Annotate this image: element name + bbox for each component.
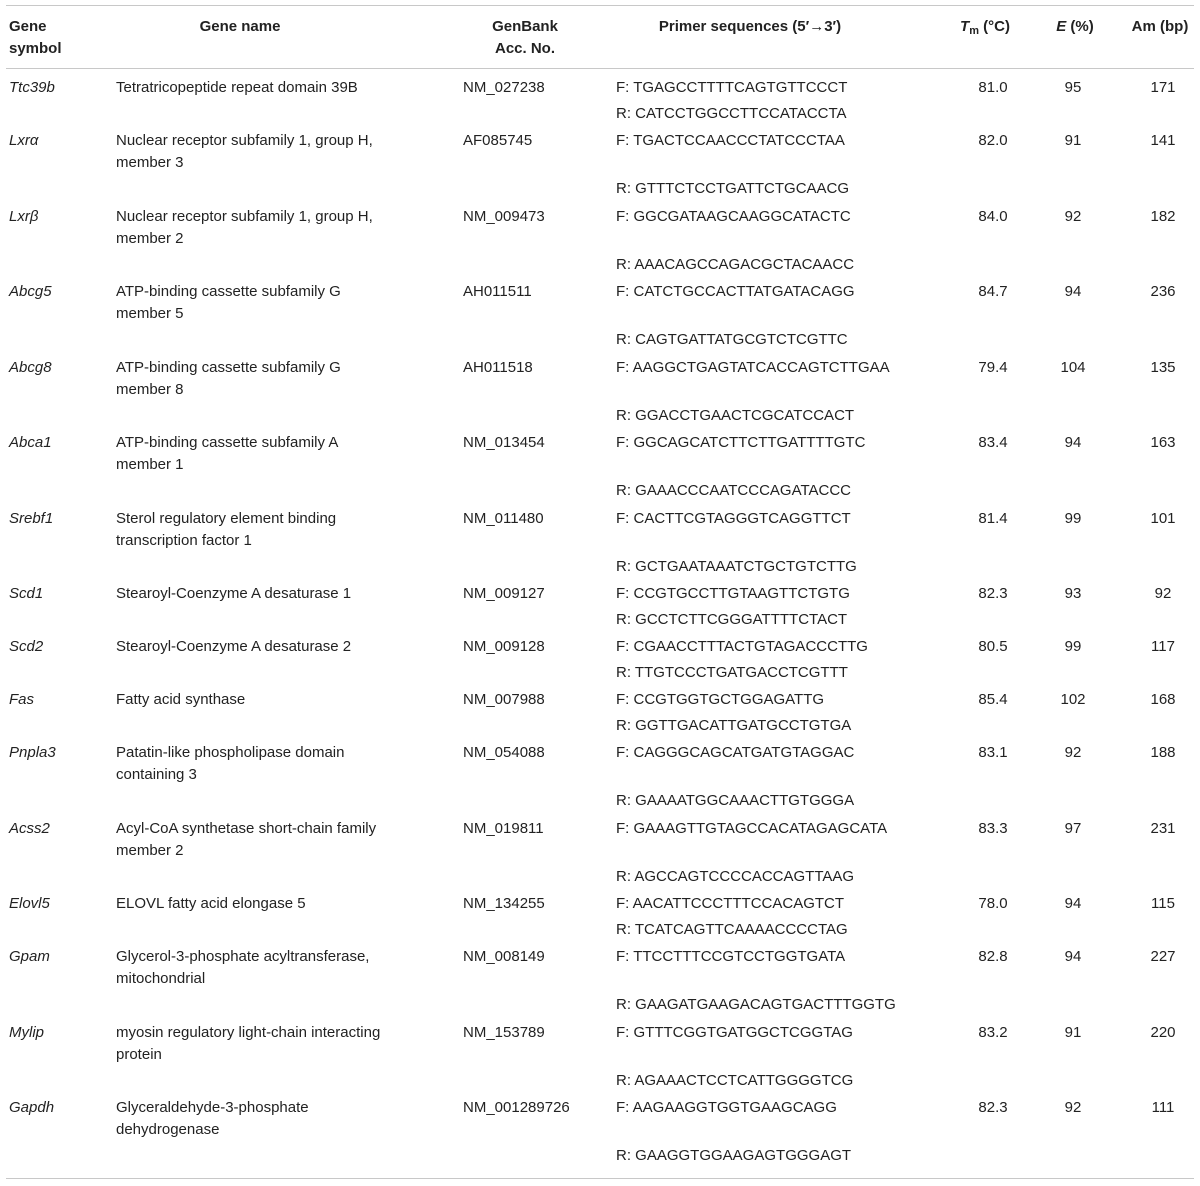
genbank-accession: NM_013454 <box>463 434 545 451</box>
gene-symbol: Srebf1 <box>9 509 54 527</box>
genbank-accession: AF085745 <box>463 132 533 149</box>
reverse-primer: R: AGAAACTCCTCATTGGGGTCG <box>616 1071 854 1089</box>
genbank-accession: NM_134255 <box>463 895 545 912</box>
melting-temperature: 79.4 <box>978 358 1008 376</box>
header-e-unit: (%) <box>1066 18 1094 35</box>
reverse-primer: R: GTTTCTCCTGATTCTGCAACG <box>616 180 850 197</box>
forward-primer: F: CGAACCTTTACTGTAGACCCTTG <box>616 638 868 655</box>
melting-temperature: 83.1 <box>978 744 1008 761</box>
gene-symbol: Elovl5 <box>9 895 50 912</box>
forward-primer: F: GAAAGTTGTAGCCACATAGAGCATA <box>616 819 888 837</box>
gene-symbol: Scd1 <box>9 585 44 602</box>
melting-temperature: 83.4 <box>978 434 1008 451</box>
reverse-primer: R: AAACAGCCAGACGCTACAACC <box>616 255 855 273</box>
efficiency: 94 <box>1064 434 1082 451</box>
gene-symbol: Abcg5 <box>9 283 52 300</box>
efficiency: 102 <box>1060 691 1086 708</box>
genbank-accession: NM_001289726 <box>463 1099 570 1116</box>
efficiency: 91 <box>1064 132 1082 149</box>
genbank-accession: NM_153789 <box>463 1023 545 1041</box>
forward-primer: F: GGCGATAAGCAAGGCATACTC <box>616 207 851 225</box>
gene-name-line: member 5 <box>116 305 184 322</box>
reverse-primer: R: GCCTCTTCGGGATTTTCTACT <box>616 611 848 628</box>
header-tm-unit: (°C) <box>978 18 1010 35</box>
amplicon-size: 236 <box>1150 283 1176 300</box>
gene-name-line: ATP-binding cassette subfamily A <box>116 434 339 451</box>
reverse-primer: R: GCTGAATAAATCTGCTGTCTTG <box>616 557 857 575</box>
gene-name-line: Stearoyl-Coenzyme A desaturase 2 <box>116 638 352 655</box>
header-e-symbol: E <box>1056 18 1067 35</box>
gene-name-line: Tetratricopeptide repeat domain 39B <box>116 79 358 96</box>
gene-name-line: Nuclear receptor subfamily 1, group H, <box>116 132 373 149</box>
melting-temperature: 80.5 <box>978 638 1008 655</box>
forward-primer: F: GGCAGCATCTTCTTGATTTTGTC <box>616 434 866 451</box>
efficiency: 94 <box>1064 283 1082 300</box>
amplicon-size: 135 <box>1150 358 1176 376</box>
melting-temperature: 82.3 <box>978 1099 1008 1116</box>
header-genbank-line1: GenBank <box>492 18 558 35</box>
genbank-accession: NM_019811 <box>463 819 544 837</box>
gene-symbol: Gapdh <box>9 1099 55 1116</box>
melting-temperature: 82.0 <box>978 132 1008 149</box>
gene-symbol: Lxrβ <box>9 207 39 225</box>
gene-name-line: transcription factor 1 <box>116 531 252 549</box>
efficiency: 104 <box>1060 358 1086 376</box>
gene-name-line: ATP-binding cassette subfamily G <box>116 358 341 376</box>
gene-name-line: Glycerol-3-phosphate acyltransferase, <box>116 948 370 965</box>
gene-name-line: protein <box>116 1045 162 1063</box>
amplicon-size: 220 <box>1150 1023 1176 1041</box>
amplicon-size: 92 <box>1154 585 1172 602</box>
gene-name-line: Patatin-like phospholipase domain <box>116 744 345 761</box>
genbank-accession: NM_008149 <box>463 948 545 965</box>
forward-primer: F: CAGGGCAGCATGATGTAGGAC <box>616 744 855 761</box>
efficiency: 99 <box>1064 509 1082 527</box>
gene-symbol: Gpam <box>9 948 50 965</box>
melting-temperature: 83.3 <box>978 819 1008 837</box>
gene-name-line: Glyceraldehyde-3-phosphate <box>116 1099 309 1116</box>
gene-name-line: ATP-binding cassette subfamily G <box>116 283 341 300</box>
amplicon-size: 188 <box>1150 744 1176 761</box>
genbank-accession: NM_007988 <box>463 691 545 708</box>
efficiency: 92 <box>1064 744 1082 761</box>
forward-primer: F: CATCTGCCACTTATGATACAGG <box>616 283 855 300</box>
reverse-primer: R: TCATCAGTTCAAAACCCCTAG <box>616 921 848 938</box>
forward-primer: F: AAGAAGGTGGTGAAGCAGG <box>616 1099 837 1116</box>
gene-name-line: member 1 <box>116 456 184 473</box>
gene-name-line: containing 3 <box>116 766 197 783</box>
amplicon-size: 101 <box>1150 509 1176 527</box>
genbank-accession: AH011511 <box>463 283 532 300</box>
amplicon-size: 115 <box>1151 895 1175 912</box>
amplicon-size: 171 <box>1150 79 1176 96</box>
forward-primer: F: TGAGCCTTTTCAGTGTTCCCT <box>616 79 848 96</box>
amplicon-size: 168 <box>1150 691 1176 708</box>
genbank-accession: NM_009127 <box>463 585 545 602</box>
header-gene-symbol-line2: symbol <box>9 40 62 57</box>
header-genbank <box>455 16 595 60</box>
header-amplicon: Am (bp) <box>1131 18 1189 35</box>
gene-symbol: Pnpla3 <box>9 744 56 761</box>
gene-name-line: mitochondrial <box>116 970 206 987</box>
header-tm-subscript: m <box>969 25 979 37</box>
genbank-accession: NM_011480 <box>463 509 544 527</box>
forward-primer: F: CCGTGCCTTGTAAGTTCTGTG <box>616 585 850 602</box>
gene-symbol: Acss2 <box>9 819 50 837</box>
reverse-primer: R: GAAAATGGCAAACTTGTGGGA <box>616 792 855 809</box>
amplicon-size: 182 <box>1150 207 1176 225</box>
melting-temperature: 81.4 <box>978 509 1008 527</box>
melting-temperature: 83.2 <box>978 1023 1008 1041</box>
efficiency: 91 <box>1064 1023 1082 1041</box>
amplicon-size: 227 <box>1150 948 1176 965</box>
gene-name-line: ELOVL fatty acid elongase 5 <box>116 895 306 912</box>
amplicon-size: 141 <box>1150 132 1176 149</box>
gene-name-line: member 8 <box>116 380 184 398</box>
melting-temperature: 81.0 <box>978 79 1008 96</box>
forward-primer: F: AACATTCCCTTTCCACAGTCT <box>616 895 845 912</box>
gene-symbol: Abcg8 <box>9 358 52 376</box>
reverse-primer: R: GGTTGACATTGATGCCTGTGA <box>616 717 852 734</box>
efficiency: 93 <box>1064 585 1082 602</box>
amplicon-size: 117 <box>1151 638 1175 655</box>
header-gene-name: Gene name <box>199 18 281 35</box>
amplicon-size: 163 <box>1150 434 1176 451</box>
genbank-accession: NM_009128 <box>463 638 545 655</box>
forward-primer: F: CCGTGGTGCTGGAGATTG <box>616 691 825 708</box>
efficiency: 95 <box>1064 79 1082 96</box>
reverse-primer: R: GGACCTGAACTCGCATCCACT <box>616 406 855 424</box>
gene-name-line: Sterol regulatory element binding <box>116 509 337 527</box>
gene-symbol: Lxrα <box>9 132 39 149</box>
melting-temperature: 84.0 <box>978 207 1008 225</box>
gene-symbol: Ttc39b <box>9 79 55 96</box>
gene-name-line: dehydrogenase <box>116 1121 220 1138</box>
forward-primer: F: GTTTCGGTGATGGCTCGGTAG <box>616 1023 853 1041</box>
gene-name-line: Acyl-CoA synthetase short-chain family <box>116 819 377 837</box>
melting-temperature: 82.3 <box>978 585 1008 602</box>
header-gene-symbol <box>9 16 62 60</box>
forward-primer: F: AAGGCTGAGTATCACCAGTCTTGAA <box>616 358 890 376</box>
table-bottom-rule <box>6 1178 1194 1179</box>
reverse-primer: R: GAAGATGAAGACAGTGACTTTGGTG <box>616 996 896 1013</box>
efficiency: 94 <box>1064 948 1082 965</box>
melting-temperature: 78.0 <box>978 895 1008 912</box>
gene-name-line: Stearoyl-Coenzyme A desaturase 1 <box>116 585 352 602</box>
header-gene-symbol-line1: Gene <box>9 18 47 35</box>
forward-primer: F: TGACTCCAACCCTATCCCTAA <box>616 132 845 149</box>
gene-symbol: Fas <box>9 691 35 708</box>
efficiency: 99 <box>1064 638 1082 655</box>
gene-name-line: member 3 <box>116 154 184 171</box>
reverse-primer: R: CAGTGATTATGCGTCTCGTTC <box>616 331 848 348</box>
gene-name-line: member 2 <box>116 841 184 859</box>
genbank-accession: NM_054088 <box>463 744 545 761</box>
efficiency: 97 <box>1064 819 1082 837</box>
reverse-primer: R: GAAACCCAATCCCAGATACCC <box>616 482 852 499</box>
melting-temperature: 84.7 <box>978 283 1008 300</box>
amplicon-size: 111 <box>1151 1099 1175 1116</box>
genbank-accession: NM_009473 <box>463 207 545 225</box>
gene-symbol: Mylip <box>9 1023 45 1041</box>
gene-symbol: Abca1 <box>9 434 52 451</box>
table-top-rule <box>6 5 1194 6</box>
amplicon-size: 231 <box>1150 819 1176 837</box>
header-genbank-line2: Acc. No. <box>494 40 555 57</box>
forward-primer: F: CACTTCGTAGGGTCAGGTTCT <box>616 509 851 527</box>
header-tm <box>950 16 1020 38</box>
table-header-rule <box>6 68 1194 69</box>
efficiency: 94 <box>1064 895 1082 912</box>
header-primer-sequences: Primer sequences (5′→3′) <box>658 18 842 35</box>
header-tm-symbol: T <box>960 18 970 35</box>
genbank-accession: NM_027238 <box>463 79 545 96</box>
reverse-primer: R: GAAGGTGGAAGAGTGGGAGT <box>616 1147 852 1164</box>
efficiency: 92 <box>1064 1099 1082 1116</box>
efficiency: 92 <box>1064 207 1082 225</box>
melting-temperature: 85.4 <box>978 691 1008 708</box>
reverse-primer: R: TTGTCCCTGATGACCTCGTTT <box>616 664 848 681</box>
forward-primer: F: TTCCTTTCCGTCCTGGTGATA <box>616 948 846 965</box>
gene-name-line: myosin regulatory light-chain interacting <box>116 1023 381 1041</box>
genbank-accession: AH011518 <box>463 358 533 376</box>
gene-name-line: Nuclear receptor subfamily 1, group H, <box>116 207 373 225</box>
melting-temperature: 82.8 <box>978 948 1008 965</box>
gene-symbol: Scd2 <box>9 638 44 655</box>
header-efficiency <box>1040 16 1110 38</box>
reverse-primer: R: CATCCTGGCCTTCCATACCTA <box>616 105 847 122</box>
reverse-primer: R: AGCCAGTCCCCACCAGTTAAG <box>616 867 855 885</box>
gene-name-line: member 2 <box>116 229 184 247</box>
gene-name-line: Fatty acid synthase <box>116 691 246 708</box>
